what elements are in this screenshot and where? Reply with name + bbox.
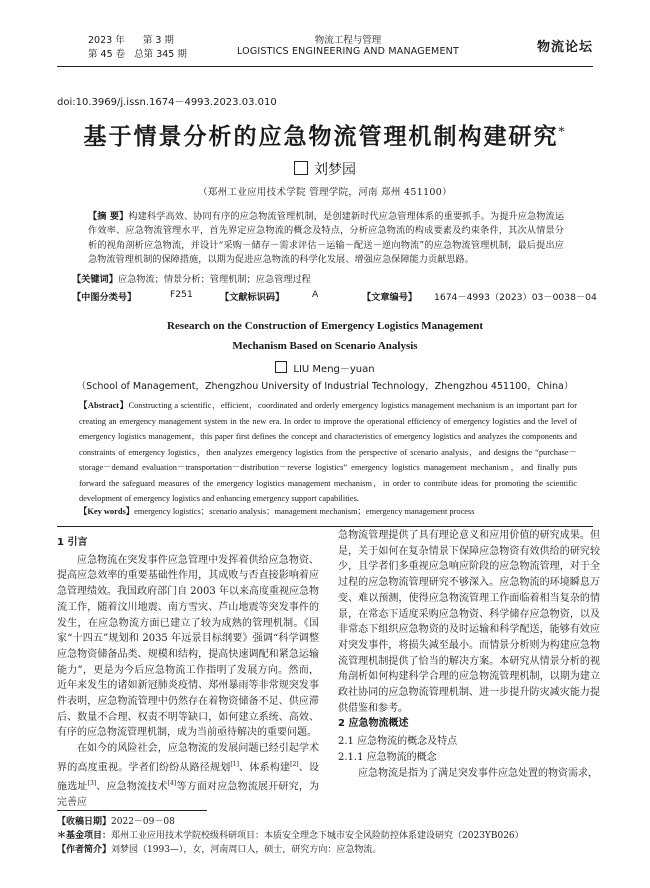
paragraph-2-text-a: 在如今的风险社会，应急物流的发展问题已经引起学术界的高度重视。学者们纷纷从路径规划 — [57, 743, 319, 774]
keywords-en-text: emergency logistics；scenario analysis；management mechanism；emergency management process — [134, 507, 475, 516]
keywords-en-label: 【Key words】 — [79, 507, 135, 516]
title-cn — [0, 118, 650, 151]
paragraph-4: 应急物流是指为了满足突发事件应急处置的物资需求， — [358, 767, 598, 779]
header-volume: 第 45 卷 总第 345 期 — [88, 49, 187, 60]
paragraph-2-text-c: 、设施选址 — [57, 762, 320, 793]
author-bio-text: 刘梦园（1993—），女，河南周口人，硕士，研究方向：应急物流。 — [111, 845, 382, 855]
author-bio-label: 【作者简介】 — [57, 845, 112, 855]
doc-code-value: A — [312, 289, 319, 300]
header-section: 物流论坛 — [536, 40, 593, 55]
ref-1[interactable]: [1] — [230, 760, 239, 768]
keywords-cn — [72, 271, 311, 285]
clc-value: F251 — [170, 289, 193, 300]
footnote-received — [57, 815, 175, 829]
paragraph-3: 急物流管理提供了具有理论意义和应用价值的研究成果。但是，关于如何在复杂情景下保障应急物资有效供给的研究较少，且学者们多重视应急响应阶段的应急物流管理，对于全过程的应急物流管理研究不够深入。应急物流的环境瞬息万变、难以预测，使得应急物流管理工作面临着相当复杂的情景，在常态下适度采购应急物资、科学储存应急物资，以及非常态下组织应急物资的及时运输和科学配送，能够有效应对突发事件，将损失减至最小。而情景分析则为构建应急物流管理机制提供了恰当的解决方案。本研究从情景分析的视角剖析如何构建科学合理的应急物流管理机制，以期为建立政社协同的应急物流管理机制、进一步提升防灾减灾能力提供借鉴和参考。 — [338, 530, 600, 714]
fund-text: 郑州工业应用技术学院校级科研项目：本质安全理念下城市安全风险防控体系建设研究（2023YB026） — [111, 831, 524, 841]
section-1-heading: 1 引言 — [57, 537, 88, 548]
title-en-line1: Research on the Construction of Emergency Logistics Management — [166, 320, 483, 332]
affiliation-en: （School of Management，Zhengzhou University of Industrial Technology，Zhengzhou 451100，China） — [76, 381, 574, 392]
body-left-column — [57, 535, 319, 811]
header-year-issue: 2023 年 第 3 期 — [88, 35, 174, 46]
header-journal-cn: 物流工程与管理 — [314, 35, 382, 46]
ref-2[interactable]: [2] — [290, 760, 299, 768]
abstract-en-text: Constructing a scientific，efficient，coordinated and orderly emergency logistics management mechanism is an important part for creating an emergency management system in the new era. In order to improve the operational efficiency of emergency logistics and the level of emergency logistics management，this paper first defines the concept and characteristics of emergency logistics and analyzes the components and constraints of emergency logistics，then analyzes emergency logistics from the perspective of scenario analysis，and designs the “purchase－storage－demand evaluation－transportation－distribution－reverse logistics” emergency logistics management mechanism，and finally puts forward the safeguard measures of the emergency logistics management mechanism，in order to contribute ideas for promoting the scientific development of emergency logistics and enhancing emergency support capabilities. — [79, 401, 577, 503]
title-en-line2: Mechanism Based on Scenario Analysis — [232, 340, 418, 352]
author-en-box-icon — [275, 361, 287, 373]
keywords-en — [79, 505, 475, 517]
abstract-cn-label: 【摘 要】 — [88, 211, 129, 222]
article-no-label: 【文章编号】 — [362, 292, 418, 303]
section-2-1-heading: 2.1 应急物流的概念及特点 — [338, 736, 458, 748]
section-2-1-1-heading: 2.1.1 应急物流的概念 — [338, 751, 437, 763]
author-en — [0, 360, 650, 375]
doi: doi:10.3969/j.issn.1674－4993.2023.03.010 — [57, 97, 277, 108]
keywords-cn-text: 应急物流；情景分析；管理机制；应急管理过程 — [117, 274, 311, 285]
ref-4[interactable]: [4] — [167, 779, 177, 787]
received-label: 【收稿日期】 — [57, 817, 112, 827]
ref-3[interactable]: [3] — [87, 779, 97, 787]
title-en — [0, 316, 650, 356]
author-en-name: LIU Meng－yuan — [293, 364, 375, 375]
fund-label: ＊基金项目： — [57, 831, 112, 841]
author-cn-name: 刘梦园 — [314, 162, 356, 178]
author-cn — [0, 159, 650, 179]
footnote-fund — [57, 829, 524, 843]
body-right-column — [338, 528, 600, 781]
title-footnote-mark: * — [558, 124, 567, 139]
section-rule — [57, 526, 593, 527]
paragraph-1: 应急物流在突发事件应急管理中发挥着供给应急物资、提高应急效率的重要基础性作用，其成败与否直接影响着应急管理绩效。我国政府部门自 2003 年以来高度重视应急物流工作，随着汶川地震、南方雪灾、芦山地震等突发事件的发生，在应急物流方面已建立了较为成熟的管理机制。《国家“十四五”规划和 2035 年远景目标纲要》强调“科学调整应急物资储备品类、规模和结构，提高快速调配和紧急运输能力”，更是为今后应急物流工作指明了发展方向。然而，近年来发生的诸如新冠肺炎疫情、郑州暴雨等非常规突发事件表明，应急物流管理中仍然存在着物资储备不足、供应滞后、数量不合理、权责不明等缺口，如何建立系统、高效、有序的应急物流管理机制，成为当前亟待解决的重要问题。 — [57, 554, 319, 739]
footnote-author — [57, 843, 381, 857]
keywords-cn-label: 【关键词】 — [72, 274, 118, 285]
paragraph-2 — [57, 741, 319, 810]
author-box-icon — [294, 161, 308, 175]
doc-code-label: 【文献标识码】 — [220, 292, 285, 303]
article-no-value: 1674－4993（2023）03－0038－04 — [434, 292, 597, 303]
header-rule — [57, 66, 593, 67]
abstract-en-label: 【Abstract】 — [79, 401, 129, 410]
paragraph-2-text-d: 、应急物流技术 — [96, 781, 168, 793]
section-2-heading: 2 应急物流概述 — [338, 718, 409, 730]
received-date: 2022－09－08 — [111, 817, 175, 827]
paragraph-2-text-b: 、体系构建 — [238, 762, 291, 774]
paragraph-2-text-e: 等方面对应急物流展开研究，为完善应 — [57, 781, 320, 808]
affiliation-cn: （郑州工业应用技术学院 管理学院，河南 郑州 451100） — [198, 187, 452, 198]
clc-label: 【中图分类号】 — [72, 292, 137, 303]
title-cn-text: 基于情景分析的应急物流管理机制构建研究 — [83, 123, 559, 150]
header-journal-en: LOGISTICS ENGINEERING AND MANAGEMENT — [237, 46, 459, 57]
abstract-en — [79, 398, 577, 507]
footnote-rule — [57, 810, 207, 811]
abstract-cn — [88, 210, 564, 267]
abstract-cn-text: 构建科学高效、协同有序的应急物流管理机制，是创建新时代应急管理体系的重要抓手。为提升应急物流运作效率、应急物流管理水平，首先界定应急物流的概念及特点，分析应急物流的构成要素及约束条件，其次从情景分析的视角剖析应急物流，并设计“采购－储存－需求评估－运输－配送－逆向物流”的应急物流管理机制，最后提出应急物流管理机制的保障措施，以期为促进应急物流的科学化发展、增强应急保障能力贡献思路。 — [88, 211, 565, 265]
